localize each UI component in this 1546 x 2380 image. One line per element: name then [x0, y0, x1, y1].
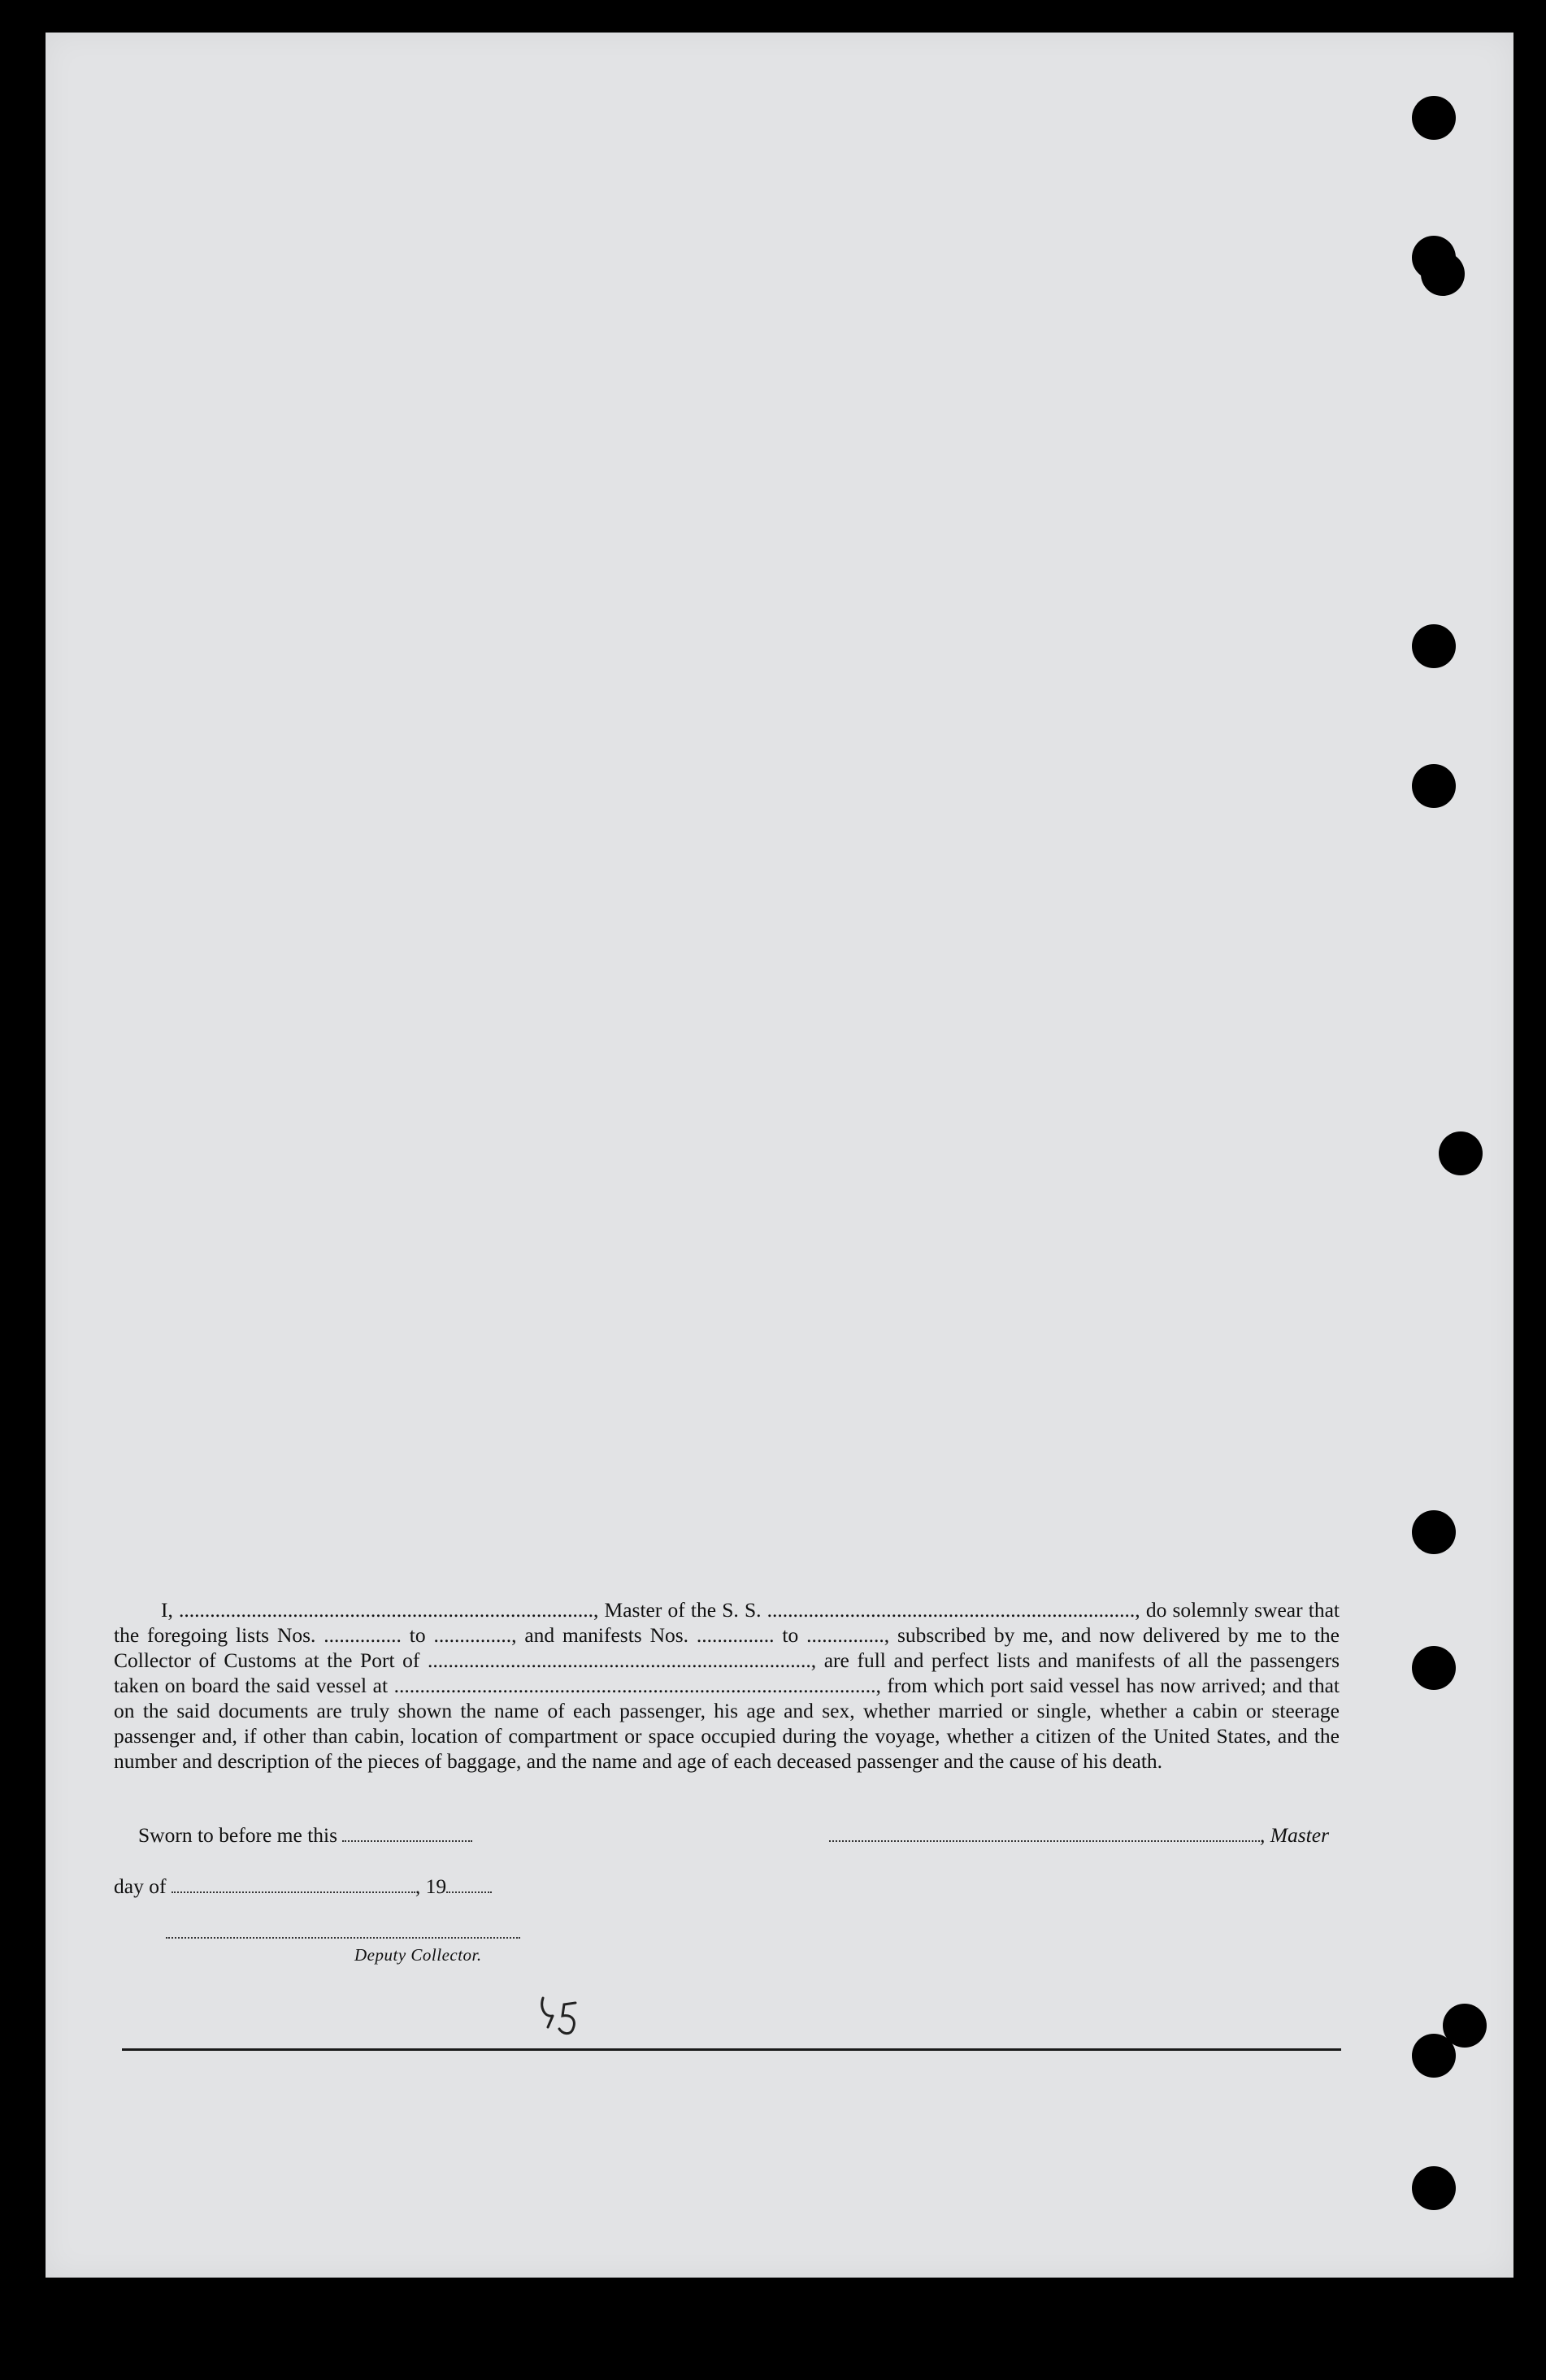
handwritten-mark [536, 1991, 585, 2040]
deputy-collector-label: Deputy Collector. [354, 1945, 482, 1965]
oath-declaration [114, 1597, 1340, 1774]
sworn-line [138, 1823, 472, 1848]
punch-hole [1412, 2034, 1456, 2078]
sworn-label: Sworn to before me this [138, 1823, 338, 1847]
master-signature-line [829, 1823, 1329, 1848]
day-of-blank [172, 1877, 415, 1893]
master-signature-blank [829, 1826, 1260, 1842]
deputy-signature-blank [166, 1922, 520, 1939]
year-prefix: , 19 [415, 1874, 447, 1898]
bottom-rule [122, 2048, 1341, 2051]
punch-hole [1412, 624, 1456, 668]
punch-hole [1412, 1510, 1456, 1554]
deputy-signature-line [166, 1920, 520, 1944]
day-of-line [114, 1874, 492, 1899]
punch-hole [1439, 1131, 1483, 1175]
punch-hole [1412, 96, 1456, 140]
punch-hole [1421, 252, 1465, 296]
punch-hole [1412, 764, 1456, 808]
day-of-label: day of [114, 1874, 167, 1898]
year-blank [446, 1877, 492, 1893]
punch-hole [1412, 1646, 1456, 1690]
master-label: , Master [1260, 1823, 1329, 1847]
sworn-date-blank [342, 1826, 472, 1842]
oath-text: I, ................................................................................, Master of the S. S. ......................................................................., do solemnly swear that the foregoing lists Nos. ............... to ..............., and manifests Nos. ............... to ..............., subscribed by me, and now delivered by me to the Collector of Customs at the Port of .........................................................................., are full and perfect lists and manifests of all the passengers taken on board the said vessel at ............................................................................................., from which port said vessel has now arrived; and that on the said documents are truly shown the name of each passenger, his age and sex, whether married or single, whether a cabin or steerage passenger and, if other than cabin, location of compartment or space occupied during the voyage, whether a citizen of the United States, and the number and description of the pieces of baggage, and the name and age of each deceased passenger and the cause of his death. [114, 1598, 1340, 1773]
punch-hole [1412, 2166, 1456, 2210]
